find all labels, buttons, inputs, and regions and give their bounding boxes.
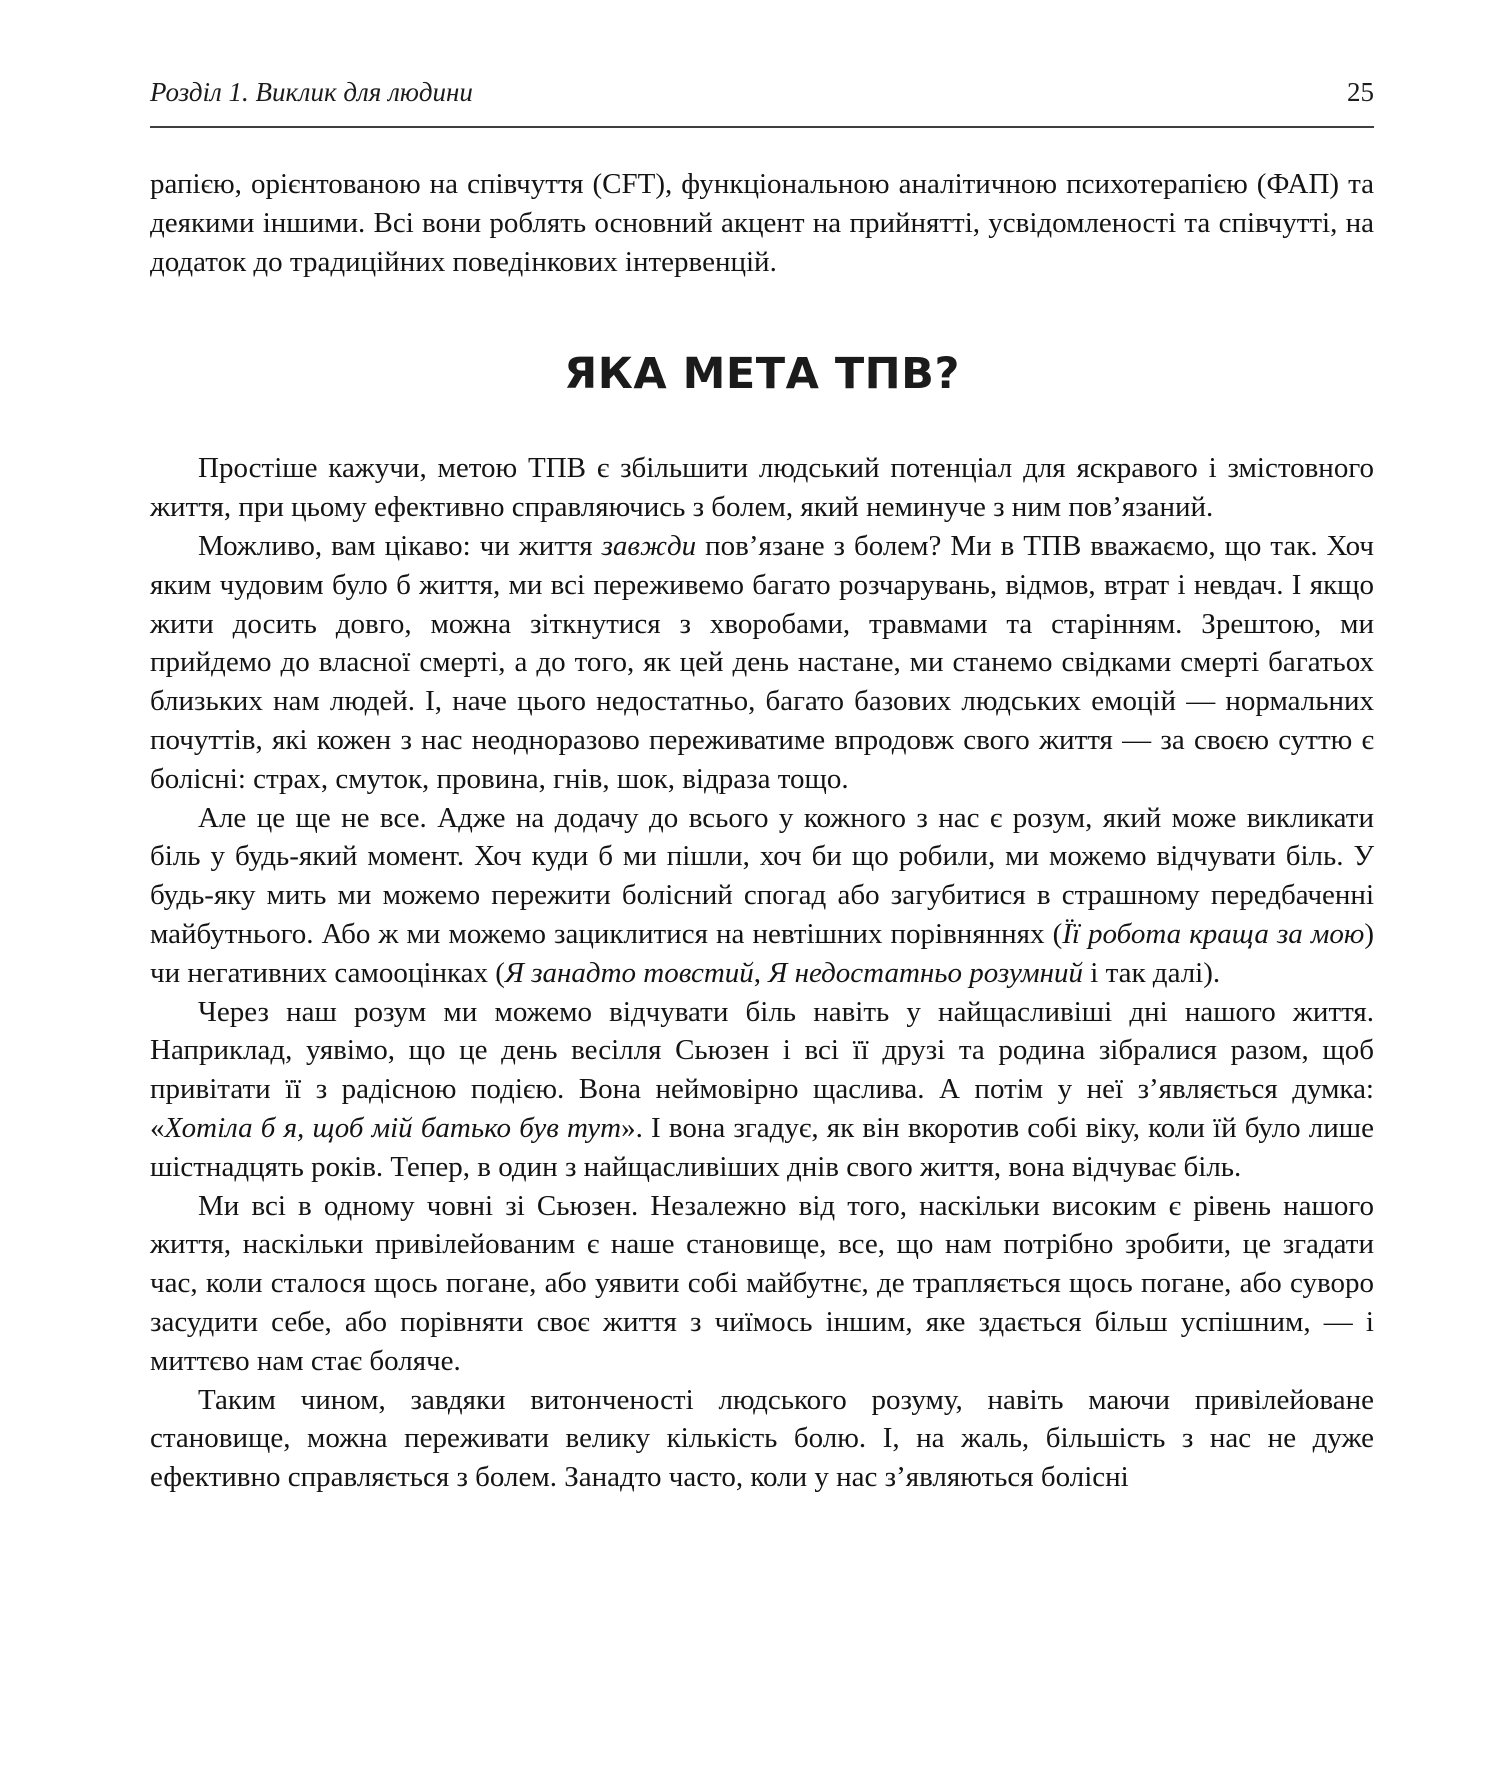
body-text (150, 165, 1374, 1497)
paragraph-same-boat: Ми всі в одному човні зі Сьюзен. Незалежно від того, наскільки високим є рівень нашого життя, наскільки привілейованим є наше становище, все, що нам потрібно зробити, це згадати час, коли сталося щось погане, або уявити собі майбутнє, де трапляється щось погане, або суворо засудити себе, або порівняти своє життя з чиїмось іншим, яке здається більш успішним, — і миттєво нам стає боляче. (150, 1189, 1374, 1377)
intro-paragraph: рапією, орієнтованою на співчуття (CFT), функціональною аналітичною психотерапією (ФАП) та деякими іншими. Всі вони роблять основний акцент на прийнятті, усвідомленості та співчутті, на додаток до традиційних поведінкових інтервенцій. (150, 168, 1374, 278)
header-divider (150, 126, 1374, 128)
paragraph-conclusion: Таким чином, завдяки витонченості людського розуму, навіть маючи привілейоване становище, можна переживати велику кількість болю. І, на жаль, більшість з нас не дуже ефективно справляється з болем. Занадто часто, коли у нас з’являються болісні (150, 1383, 1374, 1494)
paragraph-goal: Простіше кажучи, метою ТПВ є збільшити людський потенціал для яскравого і змістовного життя, при цьому ефективно справляючись з болем, який неминуче з ним пов’язаний. (150, 452, 1374, 524)
page-header (150, 0, 1374, 108)
paragraph-mind-pain: Але це ще не все. Адже на додачу до всього у кожного з нас є розум, який може викликати біль у будь-який момент. Хоч куди б ми пішли, хоч би що робили, ми можемо відчувати біль. У будь-яку мить ми можемо пережити болісний спогад або загубитися в страшному передбаченні майбутнього. Або ж ми можемо зациклитися на невтішних порівняннях (Її робота краща за мою) чи негативних самооцінках (Я занадто товстий, Я недостатньо розумний і так далі). (150, 801, 1374, 989)
page-content (150, 0, 1374, 1497)
section-heading: ЯКА МЕТА ТПВ? (564, 349, 960, 400)
chapter-title: Розділ 1. Виклик для людини (150, 77, 473, 107)
page-number: 25 (1347, 77, 1374, 107)
paragraph-susan-wedding: Через наш розум ми можемо відчувати біль навіть у найщасливіші дні нашого життя. Наприклад, уявімо, що це день весілля Сьюзен і всі її друзі та родина зібралися разом, щоб привітати її з радісною подією. Вона неймовірно щаслива. А потім у неї з’являється думка: «Хотіла б я, щоб мій батько був тут». І вона згадує, як він вкоротив собі віку, коли їй було лише шістнадцять років. Тепер, в один з найщасливіших днів свого життя, вона відчуває біль. (150, 995, 1374, 1183)
paragraph-life-pain: Можливо, вам цікаво: чи життя завжди пов’язане з болем? Ми в ТПВ вважаємо, що так. Хоч яким чудовим було б життя, ми всі переживемо багато розчарувань, відмов, втрат і невдач. І якщо жити досить довго, можна зіткнутися з хворобами, травмами та старінням. Зрештою, ми прийдемо до власної смерті, а до того, як цей день настане, ми станемо свідками смерті багатьох близьких нам людей. І, наче цього недостатньо, багато базових людських емоцій — нормальних почуттів, які кожен з нас неодноразово переживатиме впродовж свого життя — за своєю суттю є болісні: страх, смуток, провина, гнів, шок, відраза тощо. (150, 529, 1375, 795)
